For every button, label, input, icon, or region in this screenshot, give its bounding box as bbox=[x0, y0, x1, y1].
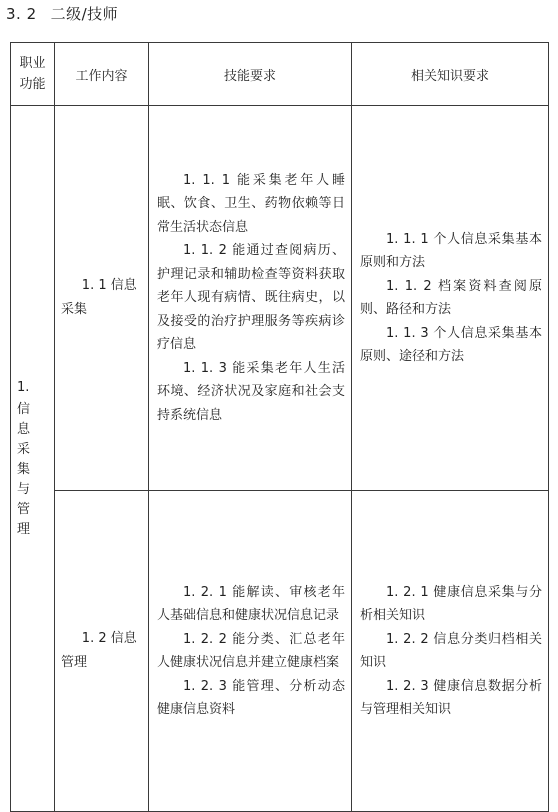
skills-cell bbox=[149, 491, 352, 812]
skill-item: 1. 1. 3 能采集老年人生活环境、经济状况及家庭和社会支持系统信息 bbox=[157, 360, 345, 423]
knowledge-item: 1. 1. 3 个人信息采集基本原则、途径和方法 bbox=[360, 325, 542, 364]
header-knowledge: 相关知识要求 bbox=[352, 43, 549, 106]
table-row bbox=[11, 491, 549, 812]
content-cell bbox=[55, 491, 149, 812]
skill-item: 1. 2. 3 能管理、分析动态健康信息资料 bbox=[157, 678, 345, 717]
table-header-row bbox=[11, 43, 549, 106]
skills-requirements-table bbox=[10, 42, 549, 812]
knowledge-item: 1. 1. 2 档案资料查阅原则、路径和方法 bbox=[360, 278, 542, 317]
knowledge-item: 1. 1. 1 个人信息采集基本原则和方法 bbox=[360, 231, 542, 270]
table-row bbox=[11, 106, 549, 491]
content-cell bbox=[55, 106, 149, 491]
section-title: 二级/技师 bbox=[50, 5, 119, 23]
knowledge-item: 1. 2. 1 健康信息采集与分析相关知识 bbox=[360, 584, 542, 623]
knowledge-item: 1. 2. 2 信息分类归档相关知识 bbox=[360, 631, 542, 670]
function-cell bbox=[11, 106, 55, 812]
skill-item: 1. 2. 1 能解读、审核老年人基础信息和健康状况信息记录 bbox=[157, 584, 345, 623]
skills-cell bbox=[149, 106, 352, 491]
section-number: 3. 2 bbox=[6, 5, 37, 23]
function-number: 1. bbox=[17, 379, 30, 395]
knowledge-item: 1. 2. 3 健康信息数据分析与管理相关知识 bbox=[360, 678, 542, 717]
content-text: 1. 2 信息管理 bbox=[61, 631, 137, 670]
skill-item: 1. 1. 1 能采集老年人睡眠、饮食、卫生、药物依赖等日常生活状态信息 bbox=[157, 172, 345, 235]
header-content: 工作内容 bbox=[55, 43, 149, 106]
section-heading bbox=[6, 3, 118, 25]
content-text: 1. 1 信息采集 bbox=[61, 278, 137, 317]
skill-item: 1. 1. 2 能通过查阅病历、护理记录和辅助检查等资料获取老年人现有病情、既往病史，以及接受的治疗护理服务等疾病诊疗信息 bbox=[157, 243, 345, 353]
skill-item: 1. 2. 2 能分类、汇总老年人健康状况信息并建立健康档案 bbox=[157, 631, 345, 670]
knowledge-cell bbox=[352, 106, 549, 491]
header-skills: 技能要求 bbox=[149, 43, 352, 106]
knowledge-cell bbox=[352, 491, 549, 812]
function-name: 信息采集与管理 bbox=[17, 401, 31, 537]
header-function: 职业功能 bbox=[11, 43, 55, 106]
